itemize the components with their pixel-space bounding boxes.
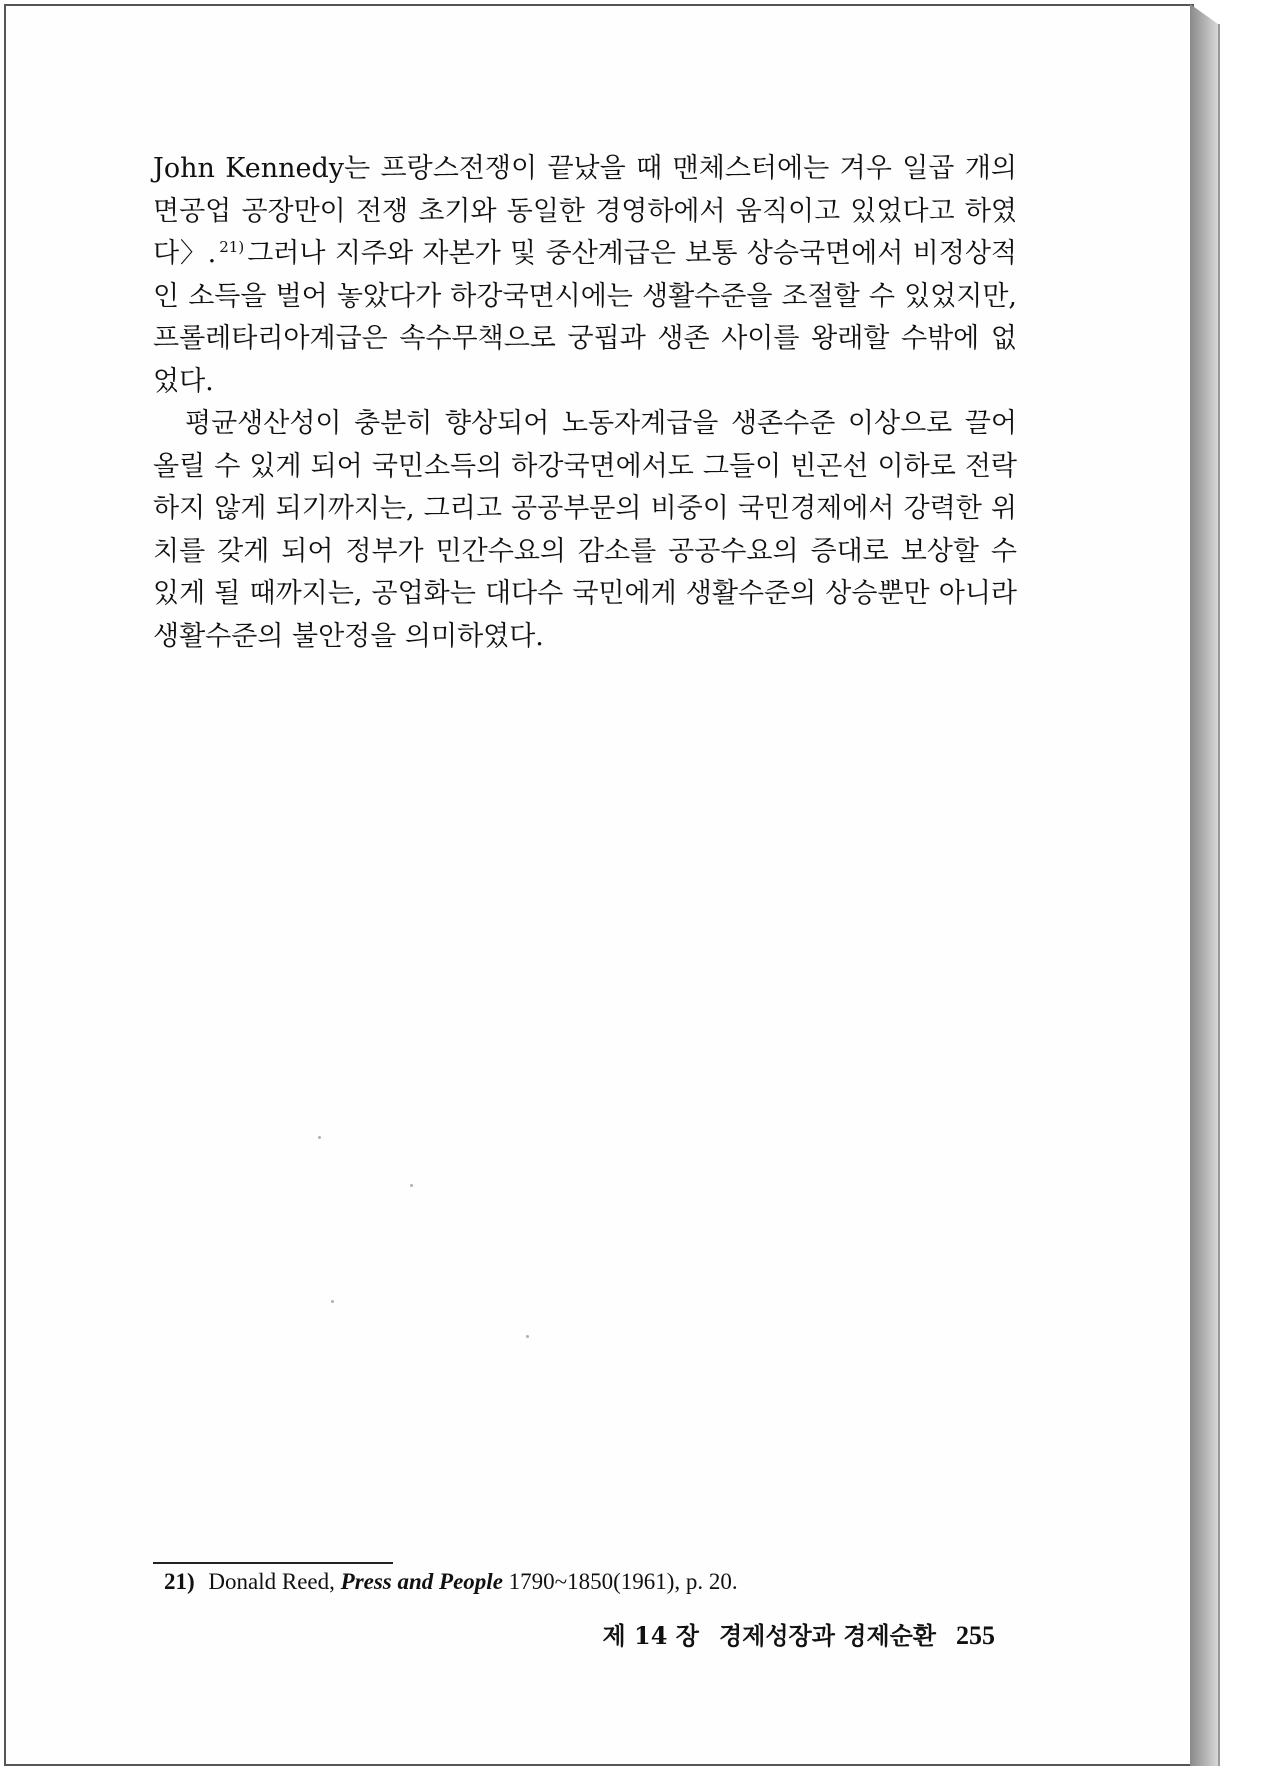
chapter-title: 경제성장과 경제순환 xyxy=(718,1621,936,1650)
footnote-author: Donald Reed, xyxy=(208,1569,335,1594)
running-footer xyxy=(600,1619,995,1653)
footnote-rule xyxy=(153,1562,393,1564)
page-edge-shadow xyxy=(1190,4,1218,1766)
scan-speck xyxy=(331,1300,334,1303)
paragraph-text: John Kennedy는 프랑스전쟁이 끝났을 때 맨체스터에는 겨우 일곱 개의 면공업 공장만이 전쟁 초기와 동일한 경영하에서 움직이고 있었다고 하였다〉. xyxy=(153,153,1017,269)
body-text xyxy=(153,148,1017,658)
paragraph-text: 그러나 지주와 자본가 및 중산계급은 보통 상승국면에서 비정상적인 소득을 벌어 놓았다가 하강국면시에는 생활수준을 조절할 수 있었지만, 프롤레타리아계급은 속수무책으로 궁핍과 생존 사이를 왕래할 수밖에 없었다. xyxy=(153,238,1017,397)
paragraph: 평균생산성이 충분히 향상되어 노동자계급을 생존수준 이상으로 끌어올릴 수 있게 되어 국민소득의 하강국면에서도 그들이 빈곤선 이하로 전락하지 않게 되기까지는, 그리고 공공부문의 비중이 국민경제에서 강력한 위치를 갖게 되어 정부가 민간수요의 감소를 공공수요의 증대로 보상할 수 있게 될 때까지는, 공업화는 대다수 국민에게 생활수준의 상승뿐만 아니라 생활수준의 불안정을 의미하였다. xyxy=(153,408,1017,652)
footnote-details: 1790~1850(1961), p. 20. xyxy=(508,1569,738,1594)
scan-speck xyxy=(318,1136,321,1139)
footnote-number: 21) xyxy=(164,1569,195,1594)
footnote-reference: 21) xyxy=(219,238,245,256)
page-number: 255 xyxy=(956,1621,995,1650)
scan-speck xyxy=(526,1335,529,1338)
scan-speck xyxy=(410,1184,413,1187)
page-edge-line xyxy=(1218,24,1220,1766)
footnote xyxy=(164,1566,1024,1598)
paragraph xyxy=(153,148,1017,403)
chapter-label: 제 14 장 xyxy=(602,1621,699,1650)
footnote-title: Press and People xyxy=(340,1569,503,1594)
